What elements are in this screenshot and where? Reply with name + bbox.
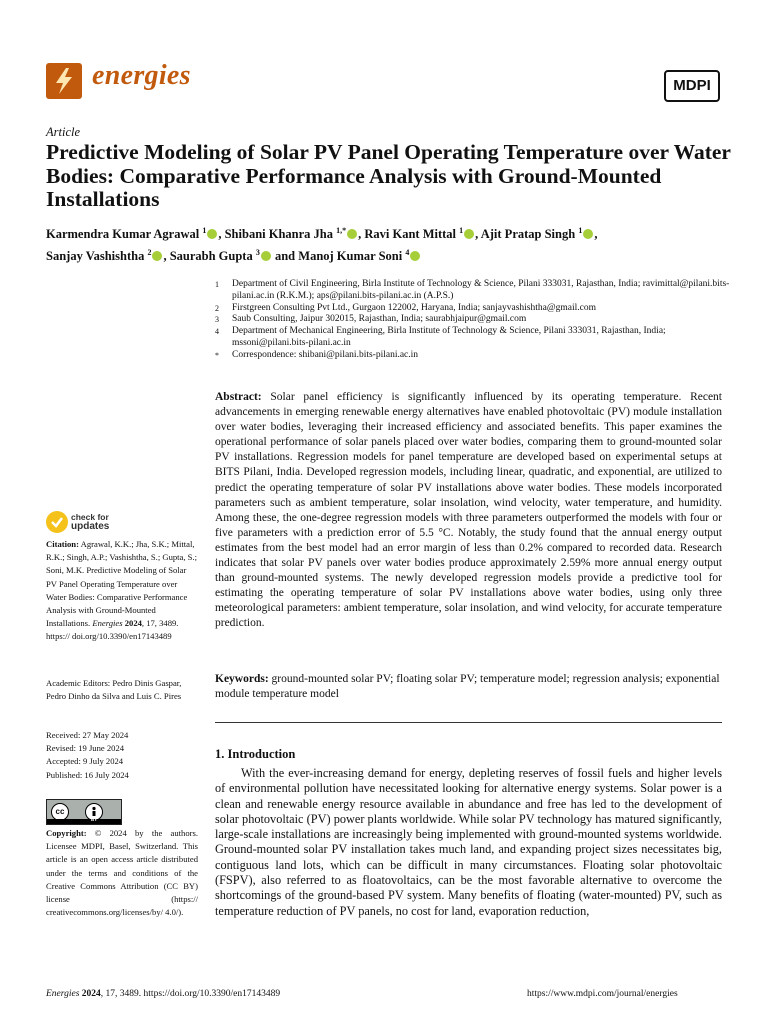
author-name[interactable]: Saurabh Gupta	[169, 248, 256, 263]
footer-doi[interactable]: , 17, 3489. https://doi.org/10.3390/en17143489	[100, 989, 281, 999]
author-line-2: Sanjay Vashishtha $^2$ , Saurabh Gupta $^3$ and Manoj Kumar Soni $^4$	[46, 244, 736, 266]
cc-by-license-badge[interactable]	[46, 799, 122, 825]
article-type: Article	[46, 125, 81, 139]
academic-editors: Academic Editors: Pedro Dinis Gaspar, Pedro Dinho da Silva and Luis C. Pires	[46, 678, 182, 702]
check-label-line2: updates	[71, 521, 110, 532]
affiliation-text: Saub Consulting, Jaipur 302015, Rajasthan, India; saurabhjaipur@gmail.com	[232, 314, 527, 325]
check-for-updates-icon[interactable]	[46, 511, 68, 533]
copyright-label: Copyright:	[46, 828, 87, 838]
affiliation-number: *	[215, 350, 219, 360]
orcid-icon[interactable]	[152, 251, 162, 261]
orcid-icon[interactable]	[464, 229, 474, 239]
publisher-logo[interactable]: MDPI	[664, 70, 720, 102]
affiliations	[215, 279, 735, 362]
cc-band	[47, 819, 121, 824]
author-name[interactable]: Shibani Khanra Jha	[224, 227, 337, 242]
affiliation-number: 3	[215, 315, 219, 325]
orcid-icon[interactable]	[347, 229, 357, 239]
affiliation-number: 1	[215, 280, 219, 289]
intro-heading: 1. Introduction	[215, 747, 296, 761]
orcid-icon[interactable]	[583, 229, 593, 239]
affiliation-item	[215, 326, 735, 350]
article-title: Predictive Modeling of Solar PV Panel Operating Temperature over Water Bodies: Comparative Performance Analysis with Ground-Mounted Installations	[46, 140, 731, 211]
date-item: Published: 16 July 2024	[46, 769, 129, 780]
citation-block	[46, 538, 198, 644]
lightning-icon	[46, 63, 82, 99]
intro-text: With the ever-increasing demand for energy, depleting reserves of fossil fuels and higher levels of environmental pollution have necessitated looking for alternative energy systems. Solar power is a clean and renewable energy resource available in abundance and free has led to the development of solar photovoltaic (PV) power plants worldwide. While solar PV technology has matured significantly, large-scale installations are increasingly being implemented with ground-mounted systems worldwide. Ground-mounted solar PV installation takes much land, and expanding project sizes necessitates big, contiguous land lots, which can be difficult in many circumstances. Floating solar photovoltaic (FSPV), also referred to as floatovoltaics, can be the most favorable alternative to overcome the shortcomings of the ground-based PV system. Many benefits of floating (water-mounted) PV, such as temperature reduction of PV panels, no cost for land, evaporation reduction,	[215, 766, 722, 918]
section-divider	[215, 722, 722, 723]
author-affiliation-number: 1	[459, 226, 464, 235]
abstract-label: Abstract:	[215, 391, 262, 403]
citation-journal: Energies	[92, 618, 123, 629]
affiliation-number: 4	[215, 327, 219, 337]
citation-label: Citation:	[46, 539, 79, 549]
author-affiliation-number: 1,*	[336, 226, 347, 235]
check-for-updates-button[interactable]	[71, 513, 109, 531]
affiliation-text: Firstgreen Consulting Pvt Ltd., Gurgaon 122002, Haryana, India; sanjayvashishtha@gmail.com	[232, 302, 596, 313]
journal-logo-icon	[46, 63, 82, 99]
citation-year: 2024	[124, 618, 142, 629]
date-item: Revised: 19 June 2024	[46, 743, 125, 754]
footer-journal-url[interactable]: https://www.mdpi.com/journal/energies	[527, 989, 678, 999]
keywords	[215, 672, 722, 702]
citation-rest[interactable]: , 17, 3489. https:// doi.org/10.3390/en17143489	[46, 618, 179, 642]
cc-by-label: BY	[91, 817, 98, 822]
author-affiliation-number: 4	[405, 247, 410, 257]
affiliation-item	[215, 314, 735, 326]
author-name[interactable]: Manoj Kumar Soni	[298, 248, 406, 263]
footer-year: 2024	[81, 989, 101, 999]
check-label-line1: check for	[71, 512, 109, 522]
affiliation-item	[215, 279, 735, 303]
citation-text: Agrawal, K.K.; Jha, S.K.; Mittal, R.K.; Singh, A.P.; Vashishtha, S.; Gupta, S.; Soni, M.K. Predictive Modeling of Solar PV Panel Operating Temperature over Water Bodies: Comparative Performance Analysis with Ground-Mounted Installations.	[46, 539, 197, 629]
journal-name[interactable]: energies	[92, 60, 191, 91]
orcid-icon[interactable]	[410, 251, 420, 261]
author-list	[46, 222, 736, 265]
affiliation-item	[215, 303, 735, 315]
affiliation-text: Correspondence: shibani@pilani.bits-pilani.ac.in	[232, 349, 419, 360]
orcid-icon[interactable]	[261, 251, 271, 261]
orcid-icon[interactable]	[207, 229, 217, 239]
affiliation-item	[215, 350, 735, 362]
footer-citation	[46, 989, 280, 999]
author-name[interactable]: Ajit Pratap Singh	[480, 227, 579, 242]
author-affiliation-number: 3	[255, 247, 260, 257]
affiliation-text: Department of Civil Engineering, Birla Institute of Technology & Science, Pilani 333031, Rajasthan, India; ravimittal@pilani.bits-pilani.ac.in (R.K.M.); aps@pilani.bits-pilani.ac.in (A.P.S.)	[232, 279, 730, 301]
affiliation-number: 2	[215, 303, 219, 313]
copyright-text: © 2024 by the authors. Licensee MDPI, Basel, Switzerland. This article is an open access article distributed under the terms and conditions of the Creative Commons Attribution (CC BY) license (https:// creativecommons.org/licenses/by/ 4.0/).	[46, 828, 198, 918]
author-name[interactable]: Ravi Kant Mittal	[364, 227, 460, 242]
author-affiliation-number: 1	[202, 226, 207, 235]
date-item: Accepted: 9 July 2024	[46, 756, 124, 767]
footer-journal: Energies	[46, 989, 80, 999]
author-name[interactable]: Karmendra Kumar Agrawal	[46, 227, 203, 242]
keywords-text: ground-mounted solar PV; floating solar PV; temperature model; regression analysis; exponential module temperature model	[215, 673, 720, 701]
author-line-1: Karmendra Kumar Agrawal $^1$ , Shibani Khanra Jha $^{1,*}$ , Ravi Kant Mittal $^1$ , Ajit Pratap Singh $^1$ ,	[46, 226, 598, 242]
author-affiliation-number: 2	[147, 247, 152, 257]
author-affiliation-number: 1	[578, 226, 583, 235]
cc-icon: cc	[51, 803, 69, 821]
affiliation-text: Department of Mechanical Engineering, Birla Institute of Technology & Science, Pilani 333031, Rajasthan, India; mssoni@pilani.bits-pilani.ac.in	[232, 326, 666, 348]
copyright-block	[46, 827, 198, 919]
author-name[interactable]: Sanjay Vashishtha	[46, 248, 148, 263]
date-item: Received: 27 May 2024	[46, 730, 129, 740]
publication-dates	[46, 729, 198, 782]
abstract-text: Solar panel efficiency is significantly influenced by its operating temperature. Recent advancements in emerging renewable energy alternatives have enabled photovoltaic (PV) module installation over water bodies, leveraging their increased efficiency and associated benefits. This paper examines the operational performance of solar panels placed over water bodies, comparing them to ground-mounted solar PV installations. Regression models for panel temperature are developed based on experimental setups at BITS Pilani, India. Developed regression models, including linear, quadratic, and exponential, are utilized to predict the operating temperature of solar PV installations above water bodies. These models incorporated parameters such as ambient temperature, solar insolation, wind velocity, water temperature, and humidity. Among these, the one-degree regression models with three parameters outperformed the models with four or five parameters with a prediction error of 5.5 °C. Notably, the study found that the annual energy output estimates from the best model had an error margin of less than 0.2% compared to recorded data. Research indicates that solar PV panels over water bodies produce approximately 2.59% more annual energy output than ground-mounted systems. The newly developed regression models provide a predictive tool for estimating the operating temperature of solar PV installations above water bodies, using only three meteorological parameters: ambient temperature, solar insolation, and wind velocity, for accurate temperature prediction.	[215, 391, 722, 630]
abstract	[215, 390, 722, 632]
keywords-label: Keywords:	[215, 673, 269, 685]
